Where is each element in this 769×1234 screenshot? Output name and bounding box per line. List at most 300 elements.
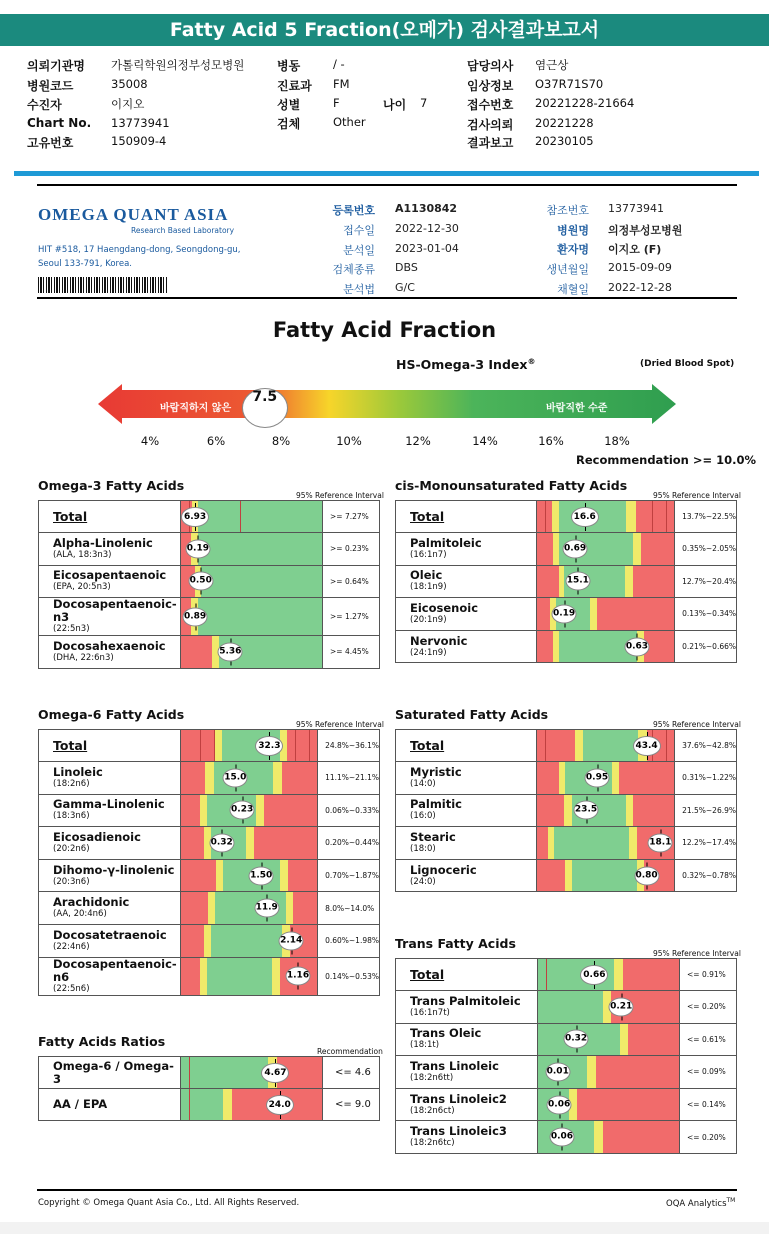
header-value: 20221228-21664 bbox=[535, 96, 635, 110]
recommendation-label: Recommendation >= 10.0% bbox=[576, 453, 757, 467]
table-row bbox=[396, 565, 737, 598]
range-bar bbox=[538, 959, 680, 991]
header-label: 진료과 bbox=[277, 79, 312, 93]
name-sub: (16:1n7) bbox=[410, 549, 447, 560]
range-band bbox=[548, 827, 555, 859]
header-label: 접수번호 bbox=[467, 98, 514, 112]
name-sub: (16:1n7t) bbox=[410, 1007, 450, 1018]
barcode bbox=[38, 277, 168, 293]
table-row bbox=[396, 1023, 737, 1056]
range-bar bbox=[180, 794, 317, 827]
range-line bbox=[295, 730, 296, 761]
range-band bbox=[612, 762, 619, 794]
range-line bbox=[240, 501, 241, 532]
table-row bbox=[39, 501, 380, 533]
name-sub: (EPA, 20:5n3) bbox=[53, 582, 111, 593]
header-value: 염근상 bbox=[535, 58, 569, 72]
result-marker: 24.0 bbox=[266, 1095, 294, 1115]
table-row bbox=[396, 730, 737, 762]
range-band bbox=[626, 795, 633, 827]
reference-range: 24.8%~36.1% bbox=[318, 730, 380, 762]
range-bar bbox=[180, 957, 317, 995]
reference-range: >= 7.27% bbox=[323, 501, 380, 533]
name-sub: (14:0) bbox=[410, 778, 436, 789]
range-band bbox=[181, 636, 212, 668]
range-band bbox=[256, 795, 264, 827]
name-sub: (18:3n6) bbox=[53, 811, 90, 822]
range-band bbox=[537, 730, 576, 761]
name-sub: (24:0) bbox=[410, 876, 436, 887]
range-band bbox=[597, 598, 674, 630]
panel-table bbox=[38, 1056, 380, 1121]
reference-range: <= 0.09% bbox=[680, 1056, 737, 1089]
range-band bbox=[288, 860, 317, 892]
fatty-acid-name bbox=[396, 730, 537, 762]
table-row bbox=[396, 533, 737, 566]
table-row bbox=[39, 762, 380, 795]
name-text: Docosapentaenoic-n3 bbox=[53, 597, 177, 625]
range-band bbox=[590, 598, 597, 630]
fatty-acid-name bbox=[396, 630, 537, 663]
fatty-acid-name bbox=[39, 730, 181, 762]
range-bar bbox=[180, 892, 317, 925]
range-band bbox=[614, 959, 622, 990]
header-label: 임상정보 bbox=[467, 79, 514, 93]
copyright-text: Copyright © Omega Quant Asia Co., Ltd. All Rights Reserved. bbox=[38, 1198, 300, 1208]
lab-field-value: 의정부성모병원 bbox=[608, 224, 683, 237]
range-band bbox=[583, 730, 638, 761]
report-title: Fatty Acid 5 Fraction(오메가) 검사결과보고서 bbox=[0, 14, 769, 46]
table-row bbox=[396, 859, 737, 892]
header-value: 가톨릭학원의정부성모병원 bbox=[111, 58, 245, 72]
lab-field-label: 환자명 bbox=[557, 243, 589, 256]
range-bar bbox=[536, 762, 675, 795]
gauge-tick-label: 16% bbox=[538, 434, 564, 448]
range-band bbox=[633, 533, 641, 565]
table-row bbox=[396, 794, 737, 827]
header-value: 이지오 bbox=[111, 97, 145, 111]
reference-range: 0.14%~0.53% bbox=[318, 957, 380, 995]
range-line bbox=[189, 1089, 190, 1120]
range-band bbox=[537, 598, 551, 630]
header-value: 35008 bbox=[111, 77, 148, 91]
range-bar bbox=[181, 636, 323, 669]
range-line bbox=[200, 730, 201, 761]
name-text: Omega-6 / Omega-3 bbox=[53, 1058, 174, 1086]
name-text: Eicosapentaenoic bbox=[53, 568, 167, 583]
header-value: O37R71S70 bbox=[535, 77, 604, 91]
name-text: Lignoceric bbox=[410, 862, 477, 877]
range-bar bbox=[536, 827, 675, 860]
reference-range: 11.1%~21.1% bbox=[318, 762, 380, 795]
name-text: Total bbox=[410, 967, 445, 982]
range-band bbox=[537, 631, 553, 663]
lab-logo-subtitle: Research Based Laboratory bbox=[131, 226, 235, 235]
name-text: Eicosadienoic bbox=[53, 829, 141, 844]
name-sub: (18:1t) bbox=[410, 1040, 440, 1051]
header-label: 병원코드 bbox=[27, 79, 74, 93]
range-line bbox=[652, 501, 653, 532]
panel-title: Trans Fatty Acids bbox=[395, 936, 516, 951]
header-label: 수진자 bbox=[27, 98, 62, 112]
gauge-tick-label: 18% bbox=[604, 434, 630, 448]
range-band bbox=[537, 827, 548, 859]
name-text: Total bbox=[53, 738, 88, 753]
fatty-acid-name bbox=[39, 636, 181, 669]
range-bar bbox=[536, 794, 675, 827]
range-band bbox=[623, 959, 679, 990]
result-marker: 43.4 bbox=[633, 736, 661, 756]
name-text: Total bbox=[410, 509, 445, 524]
result-marker: 18.1 bbox=[648, 833, 673, 852]
result-marker: 15.0 bbox=[223, 768, 248, 787]
gauge-tick-label: 4% bbox=[140, 434, 160, 448]
lab-logo: OMEGA QUANT ASIA bbox=[38, 205, 229, 224]
reference-header: 95% Reference Interval bbox=[653, 720, 741, 729]
reference-range: >= 0.64% bbox=[323, 565, 380, 598]
fatty-acid-name bbox=[396, 959, 538, 991]
reference-range: 0.20%~0.44% bbox=[318, 827, 380, 860]
range-line bbox=[545, 730, 546, 761]
reference-range: 12.2%~17.4% bbox=[675, 827, 737, 860]
range-band bbox=[552, 501, 559, 532]
range-band bbox=[200, 795, 207, 827]
header-label: 담당의사 bbox=[467, 59, 514, 73]
range-band bbox=[537, 533, 553, 565]
header-value: 7 bbox=[420, 96, 428, 110]
reference-header: 95% Reference Interval bbox=[296, 720, 384, 729]
header-label: 결과보고 bbox=[467, 136, 514, 150]
header-label: 의뢰기관명 bbox=[27, 59, 85, 73]
range-band bbox=[198, 533, 322, 565]
fatty-acid-name bbox=[39, 1089, 181, 1121]
table-row bbox=[39, 1057, 380, 1089]
name-sub: (DHA, 22:6n3) bbox=[53, 652, 114, 663]
range-bar bbox=[536, 565, 674, 598]
reference-range: 21.5%~26.9% bbox=[675, 794, 737, 827]
range-band bbox=[287, 730, 317, 761]
table-row bbox=[396, 1088, 737, 1121]
name-sub: (18:0) bbox=[410, 843, 436, 854]
range-band bbox=[641, 533, 674, 565]
range-band bbox=[198, 598, 322, 635]
fatty-acid-name bbox=[39, 501, 181, 533]
range-bar bbox=[536, 859, 675, 892]
name-text: Eicosenoic bbox=[410, 600, 479, 615]
header-value: 13773941 bbox=[111, 116, 170, 130]
range-band bbox=[282, 762, 317, 794]
name-text: Alpha-Linolenic bbox=[53, 535, 153, 550]
reference-range: <= 0.14% bbox=[680, 1088, 737, 1121]
range-line bbox=[546, 959, 547, 990]
range-band bbox=[200, 958, 207, 995]
gauge-tick-label: 10% bbox=[336, 434, 362, 448]
name-text: Trans Linoleic2 bbox=[410, 1091, 507, 1106]
name-text: Palmitoleic bbox=[410, 535, 482, 550]
fatty-acid-name bbox=[39, 827, 181, 860]
name-text: Linoleic bbox=[53, 764, 103, 779]
name-sub: (20:3n6) bbox=[53, 876, 90, 887]
range-band bbox=[181, 762, 206, 794]
range-band bbox=[181, 958, 200, 995]
range-band bbox=[198, 501, 322, 532]
reference-range: 0.13%~0.34% bbox=[675, 598, 737, 631]
name-sub: (20:1n9) bbox=[410, 614, 447, 625]
reference-range: 0.21%~0.66% bbox=[675, 630, 737, 663]
reference-range: 0.31%~1.22% bbox=[675, 762, 737, 795]
lab-field-value: 2023-01-04 bbox=[395, 242, 459, 255]
range-band bbox=[537, 566, 559, 598]
fatty-acid-name bbox=[396, 1121, 538, 1154]
range-bar bbox=[181, 565, 323, 598]
panel-title: Omega-6 Fatty Acids bbox=[38, 707, 185, 722]
result-marker: 0.32 bbox=[564, 1030, 589, 1049]
reference-range: >= 1.27% bbox=[323, 598, 380, 636]
range-bar bbox=[538, 1121, 680, 1154]
result-marker: 1.50 bbox=[249, 866, 274, 885]
table-row bbox=[396, 1121, 737, 1154]
lab-field-value: A1130842 bbox=[395, 202, 458, 215]
name-text: Trans Linoleic3 bbox=[410, 1124, 507, 1139]
lab-field-label: 분석일 bbox=[343, 244, 375, 257]
name-sub: (18:2n6) bbox=[53, 778, 90, 789]
range-bar bbox=[538, 1088, 680, 1121]
reference-range: <= 4.6 bbox=[323, 1057, 380, 1089]
result-marker: 0.19 bbox=[185, 539, 210, 558]
name-text: Docosatetraenoic bbox=[53, 927, 167, 942]
range-band bbox=[246, 827, 254, 859]
result-marker: 0.06 bbox=[549, 1128, 574, 1147]
header-value: Other bbox=[333, 115, 366, 129]
range-band bbox=[211, 925, 282, 957]
reference-range: 0.70%~1.87% bbox=[318, 859, 380, 892]
result-marker: 6.93 bbox=[181, 507, 209, 527]
fatty-acid-name bbox=[396, 1023, 538, 1056]
table-row bbox=[39, 1089, 380, 1121]
name-text: Dihomo-γ-linolenic bbox=[53, 862, 175, 877]
name-text: Docosahexaenoic bbox=[53, 638, 166, 653]
range-bar bbox=[536, 730, 675, 762]
range-band bbox=[181, 827, 204, 859]
range-band bbox=[208, 892, 215, 924]
name-sub: (22:5n6) bbox=[53, 983, 90, 994]
table-row bbox=[39, 565, 380, 598]
range-band bbox=[620, 1024, 628, 1056]
range-band bbox=[629, 827, 637, 859]
result-marker: 1.16 bbox=[285, 967, 310, 986]
range-bar bbox=[180, 730, 317, 762]
range-bar bbox=[538, 1056, 680, 1089]
dried-blood-spot-label: (Dried Blood Spot) bbox=[640, 359, 735, 369]
fatty-acid-name bbox=[396, 827, 537, 860]
range-band bbox=[293, 892, 318, 924]
name-sub: (18:2n6ct) bbox=[410, 1105, 455, 1116]
result-marker: 5.36 bbox=[218, 642, 243, 661]
reference-range: 8.0%~14.0% bbox=[318, 892, 380, 925]
result-marker: 15.1 bbox=[565, 572, 590, 591]
reference-range: 37.6%~42.8% bbox=[675, 730, 737, 762]
name-sub: (24:1n9) bbox=[410, 647, 447, 658]
fatty-acid-name bbox=[39, 859, 181, 892]
range-band bbox=[537, 795, 565, 827]
range-band bbox=[603, 1121, 679, 1153]
result-marker: 23.5 bbox=[574, 801, 599, 820]
table-row bbox=[39, 730, 380, 762]
result-marker: 0.66 bbox=[580, 965, 608, 985]
fatty-acid-name bbox=[39, 762, 181, 795]
header-value: 20230105 bbox=[535, 134, 594, 148]
range-band bbox=[596, 1056, 679, 1088]
reference-range: >= 4.45% bbox=[323, 636, 380, 669]
reference-range: <= 0.91% bbox=[680, 959, 737, 991]
table-row bbox=[396, 827, 737, 860]
range-line bbox=[214, 730, 215, 761]
name-text: Stearic bbox=[410, 829, 456, 844]
fatty-acid-name bbox=[39, 565, 181, 598]
name-text: Trans Palmitoleic bbox=[410, 993, 521, 1008]
fatty-acid-name bbox=[396, 762, 537, 795]
name-text: Arachidonic bbox=[53, 895, 130, 910]
range-band bbox=[538, 991, 603, 1023]
range-bar bbox=[538, 991, 680, 1024]
lab-field-label: 접수일 bbox=[343, 224, 375, 237]
lab-field-value: 2022-12-30 bbox=[395, 222, 459, 235]
table-row bbox=[39, 794, 380, 827]
fatty-acid-name bbox=[396, 598, 537, 631]
table-row bbox=[396, 1056, 737, 1089]
fatty-acid-name bbox=[396, 859, 537, 892]
range-bar bbox=[536, 533, 674, 566]
range-bar bbox=[180, 924, 317, 957]
result-marker: 0.23 bbox=[230, 801, 255, 820]
undesirable-label: 바람직하지 않은 bbox=[160, 403, 232, 414]
reference-range: <= 0.20% bbox=[680, 991, 737, 1024]
lab-field-value: 13773941 bbox=[608, 202, 664, 215]
range-band bbox=[619, 762, 674, 794]
reference-range: 13.7%~22.5% bbox=[675, 501, 737, 533]
header-label: Chart No. bbox=[27, 116, 92, 130]
panel-title: Omega-3 Fatty Acids bbox=[38, 478, 185, 493]
range-band bbox=[594, 1121, 602, 1153]
table-row bbox=[39, 924, 380, 957]
name-sub: (18:1n9) bbox=[410, 582, 447, 593]
header-value: 20221228 bbox=[535, 116, 594, 130]
range-band bbox=[554, 827, 628, 859]
reference-range: <= 9.0 bbox=[323, 1089, 380, 1121]
range-band bbox=[216, 860, 223, 892]
range-band bbox=[587, 1056, 595, 1088]
lab-field-value: 2015-09-09 bbox=[608, 261, 672, 274]
table-row bbox=[39, 892, 380, 925]
range-band bbox=[181, 730, 214, 761]
range-bar bbox=[181, 501, 323, 533]
range-band bbox=[559, 762, 566, 794]
range-band bbox=[572, 860, 637, 892]
range-band bbox=[181, 795, 200, 827]
table-row bbox=[39, 636, 380, 669]
name-sub: (16:0) bbox=[410, 811, 436, 822]
table-row bbox=[396, 630, 737, 663]
result-marker: 0.21 bbox=[609, 997, 634, 1016]
reference-range: <= 0.20% bbox=[680, 1121, 737, 1154]
fatty-acid-name bbox=[396, 1056, 538, 1089]
panel-table bbox=[395, 729, 737, 892]
table-row bbox=[396, 501, 737, 533]
lab-field-value: 이지오 (F) bbox=[608, 243, 662, 256]
range-band bbox=[214, 730, 222, 761]
range-band bbox=[264, 795, 317, 827]
fatty-acid-name bbox=[39, 957, 181, 995]
reference-header: 95% Reference Interval bbox=[653, 949, 741, 958]
table-row bbox=[39, 957, 380, 995]
range-band bbox=[633, 795, 674, 827]
table-row bbox=[396, 598, 737, 631]
name-text: Total bbox=[410, 738, 445, 753]
lab-field-label: 참조번호 bbox=[546, 204, 589, 217]
panel-table bbox=[395, 500, 737, 663]
panel-title: cis-Monounsaturated Fatty Acids bbox=[395, 478, 628, 493]
range-bar bbox=[536, 501, 674, 533]
gauge-tick-label: 14% bbox=[472, 434, 498, 448]
reference-header: 95% Reference Interval bbox=[296, 491, 384, 500]
name-sub: (20:2n6) bbox=[53, 843, 90, 854]
range-line bbox=[309, 730, 310, 761]
reference-range: 0.06%~0.33% bbox=[318, 794, 380, 827]
range-band bbox=[564, 795, 572, 827]
range-line bbox=[545, 501, 546, 532]
result-marker: 11.9 bbox=[254, 899, 279, 918]
range-line bbox=[666, 730, 667, 761]
result-marker: 2.14 bbox=[279, 931, 304, 950]
range-bar bbox=[181, 1057, 323, 1089]
table-row bbox=[39, 533, 380, 566]
name-text: Total bbox=[53, 509, 88, 524]
range-line bbox=[666, 501, 667, 532]
panel-table bbox=[38, 500, 380, 669]
reference-header: 95% Reference Interval bbox=[653, 491, 741, 500]
name-sub: (22:4n6) bbox=[53, 941, 90, 952]
result-marker: 32.3 bbox=[255, 736, 283, 756]
range-bar bbox=[536, 598, 674, 631]
header-value: 150909-4 bbox=[111, 134, 167, 148]
range-band bbox=[181, 860, 216, 892]
range-band bbox=[204, 925, 211, 957]
range-band bbox=[280, 860, 288, 892]
fatty-acid-name bbox=[396, 1088, 538, 1121]
lab-field-value: DBS bbox=[395, 261, 418, 274]
range-band bbox=[577, 1089, 679, 1121]
fatty-acid-name bbox=[396, 501, 537, 533]
range-band bbox=[626, 501, 636, 532]
result-marker: 0.32 bbox=[209, 833, 234, 852]
range-band bbox=[575, 730, 583, 761]
fatty-acid-name bbox=[39, 794, 181, 827]
header-label: 검체 bbox=[277, 117, 301, 131]
range-bar bbox=[181, 533, 323, 566]
range-band bbox=[181, 925, 204, 957]
divider bbox=[37, 184, 737, 186]
fatty-acid-name bbox=[39, 533, 181, 566]
omega3-index-marker: 7.5 bbox=[242, 388, 288, 428]
name-text: Gamma-Linolenic bbox=[53, 797, 165, 812]
name-text: Nervonic bbox=[410, 633, 468, 648]
name-sub: (AA, 20:4n6) bbox=[53, 909, 107, 920]
reference-range: 0.60%~1.98% bbox=[318, 924, 380, 957]
fatty-acid-name bbox=[396, 991, 538, 1024]
table-row bbox=[396, 991, 737, 1024]
divider bbox=[14, 171, 759, 176]
table-row bbox=[396, 959, 737, 991]
